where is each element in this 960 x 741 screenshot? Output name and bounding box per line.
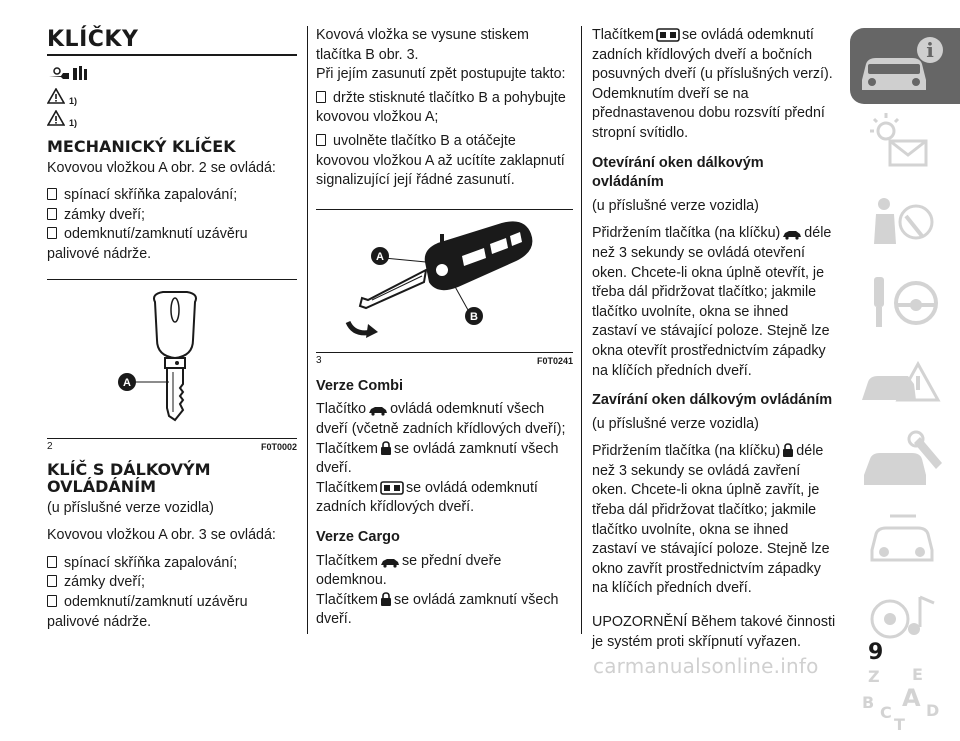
fig3-label-a: A bbox=[376, 250, 384, 263]
svg-text:i: i bbox=[926, 38, 934, 62]
fig3-label-b: B bbox=[470, 310, 478, 323]
paragraph: Přidržením tlačítka (na klíčku) déle než 3 sekundy se ovládá zavření oken. Chcete-li okna úplně zavřít, je třeba dál přidržovat tlačítko; jakmile tlačítko uvolníte, okna se ihned zastaví ve stávající poloze. Stejně lze okno zavřít prostřednictvím západky na klíčích předních dveří. bbox=[592, 443, 830, 597]
seatbelt-airbag-icon bbox=[850, 186, 960, 262]
column-divider bbox=[307, 26, 308, 634]
mechanical-key-illustration bbox=[47, 280, 297, 438]
checkbox-bullet-icon bbox=[47, 595, 57, 607]
alphabet-index-icon bbox=[850, 660, 960, 736]
column-2 bbox=[316, 26, 573, 630]
version-note: (u příslušné verze vozidla) bbox=[47, 499, 214, 516]
figure-number: 2 bbox=[47, 440, 53, 452]
svg-text:D: D bbox=[926, 701, 940, 720]
car-unlock-icon bbox=[380, 556, 400, 568]
warning-ref: 1) bbox=[69, 95, 78, 106]
figure-number: 3 bbox=[316, 354, 322, 366]
paragraph: Tlačítkem se ovládá odemknutí zadních křídlových dveří a bočních posuvných dveří (u příslušných verzí). Odemknutím dveří se na přednastavenou dobu rozsvítí přední stropní svítidlo. bbox=[592, 27, 833, 141]
remote-key-illustration bbox=[316, 210, 573, 352]
list-item: držte stisknuté tlačítko B a pohybujte kovovou vložkou A; bbox=[316, 89, 566, 126]
key-symbols bbox=[47, 62, 297, 84]
tab-driving[interactable] bbox=[850, 265, 960, 341]
lock-icon bbox=[380, 441, 392, 456]
svg-text:T: T bbox=[894, 715, 905, 734]
warning-paragraph: UPOZORNĚNÍ Během takové činnosti je systém proti skřípnutí vyřazen. bbox=[592, 614, 836, 650]
checkbox-bullet-icon bbox=[47, 208, 57, 220]
tab-dashboard-info[interactable] bbox=[850, 28, 960, 104]
checkbox-bullet-icon bbox=[316, 91, 326, 103]
subsection-title-open-windows: Otevírání oken dálkovým ovládáním bbox=[592, 154, 764, 191]
version-note: (u příslušné verze vozidla) bbox=[592, 415, 759, 432]
figure-code: F0T0002 bbox=[260, 441, 297, 452]
paragraph: Kovovou vložkou A obr. 2 se ovládá: bbox=[47, 159, 276, 176]
checkbox-bullet-icon bbox=[47, 556, 57, 568]
section-title-mechanical-key: MECHANICKÝ KLÍČEK bbox=[47, 136, 236, 156]
music-navigation-icon bbox=[850, 581, 960, 657]
tab-maintenance[interactable] bbox=[850, 423, 960, 499]
checkbox-bullet-icon bbox=[47, 575, 57, 587]
list-item: zámky dveří; bbox=[47, 206, 297, 226]
subsection-title-close-windows: Zavírání oken dálkovým ovládáním bbox=[592, 392, 833, 409]
list-item: spínací skříňka zapalování; bbox=[47, 554, 297, 574]
paragraph: Kovová vložka se vysune stiskem tlačítka B obr. 3. Při jejím zasunutí zpět postupujte takto: bbox=[316, 27, 566, 83]
car-info-icon bbox=[850, 28, 960, 104]
tab-safety[interactable] bbox=[850, 186, 960, 262]
warning-ref: 1) bbox=[69, 117, 78, 128]
title-rule bbox=[47, 54, 297, 56]
subsection-title-cargo: Verze Cargo bbox=[316, 528, 400, 545]
figure-3-caption bbox=[316, 355, 573, 367]
column-3 bbox=[592, 26, 837, 660]
checkbox-bullet-icon bbox=[47, 227, 57, 239]
figure-2-caption bbox=[47, 441, 297, 453]
watermark: carmanualsonline.info bbox=[593, 654, 819, 678]
paragraph: Přidržením tlačítka (na klíčku) déle než 3 sekundy se ovládá otevření oken. Chcete-li okna úplně otevřít, je třeba dál přidržovat tlačítko; jakmile tlačítko uvolníte, okna se ihned zastaví ve stávající poloze. Stejně lze okna otevřít prostřednictvím západky na klíčích předních dveří. bbox=[592, 225, 832, 379]
key-steering-wheel-icon bbox=[850, 265, 960, 341]
version-note: (u příslušné verze vozidla) bbox=[592, 197, 759, 214]
page-number: 9 bbox=[868, 640, 884, 665]
warning-note-1 bbox=[47, 88, 297, 108]
tailgate-icon bbox=[380, 481, 404, 495]
chapter-tabs bbox=[850, 28, 960, 739]
page-title: KLÍČKY bbox=[47, 27, 139, 52]
warning-triangle-icon bbox=[47, 88, 65, 104]
car-specs-icon bbox=[850, 502, 960, 578]
paragraph: Kovovou vložkou A obr. 3 se ovládá: bbox=[47, 527, 276, 544]
list-item: odemknutí/zamknutí uzávěru palivové nádrže. bbox=[47, 226, 248, 262]
warning-car-icon bbox=[850, 344, 960, 420]
figure-code: F0T0241 bbox=[536, 355, 573, 366]
paragraph: Tlačítko ovládá odemknutí všech dveří (včetně zadních křídlových dveří); Tlačítkem se ovládá zamknutí všech dveří. Tlačítkem se ovládá odemknutí zadních křídlových dveří. bbox=[316, 401, 566, 516]
checkbox-bullet-icon bbox=[47, 188, 57, 200]
subsection-title-combi: Verze Combi bbox=[316, 377, 404, 394]
warning-note-2 bbox=[47, 110, 297, 130]
figure-2 bbox=[47, 279, 297, 439]
lock-icon bbox=[380, 592, 392, 607]
list-item: odemknutí/zamknutí uzávěru palivové nádrže. bbox=[47, 593, 248, 630]
warning-triangle-icon bbox=[47, 110, 65, 126]
tab-multimedia[interactable] bbox=[850, 581, 960, 657]
section-title-remote-key: KLÍČ S DÁLKOVÝM OVLÁDÁNÍM bbox=[47, 459, 211, 496]
svg-text:Z: Z bbox=[868, 667, 880, 686]
car-unlock-icon bbox=[368, 404, 388, 416]
tab-lights-warnings[interactable] bbox=[850, 107, 960, 183]
svg-text:E: E bbox=[912, 665, 923, 684]
light-envelope-icon bbox=[850, 107, 960, 183]
tab-technical-data[interactable] bbox=[850, 502, 960, 578]
figure-3 bbox=[316, 209, 573, 353]
column-1 bbox=[47, 26, 297, 632]
svg-text:A: A bbox=[902, 684, 921, 712]
wrench-car-icon bbox=[850, 423, 960, 499]
svg-text:B: B bbox=[862, 693, 875, 712]
lock-icon bbox=[782, 443, 794, 458]
svg-text:C: C bbox=[880, 703, 892, 722]
list-item: spínací skříňka zapalování; bbox=[47, 186, 297, 206]
tailgate-icon bbox=[656, 28, 680, 42]
checkbox-bullet-icon bbox=[316, 134, 326, 146]
car-unlock-icon bbox=[782, 228, 802, 240]
fig2-label-a: A bbox=[123, 376, 131, 389]
key-lock-icon bbox=[47, 64, 93, 82]
paragraph: Tlačítkem se přední dveře odemknou. Tlačítkem se ovládá zamknutí všech dveří. bbox=[316, 552, 559, 628]
list-item: uvolněte tlačítko B a otáčejte kovovou vložkou A až ucítíte zaklapnutí signalizující její řádné zasunutí. bbox=[316, 132, 565, 189]
tab-index[interactable] bbox=[850, 660, 960, 736]
list-item: zámky dveří; bbox=[47, 573, 297, 593]
tab-emergency[interactable] bbox=[850, 344, 960, 420]
column-divider bbox=[581, 26, 582, 634]
